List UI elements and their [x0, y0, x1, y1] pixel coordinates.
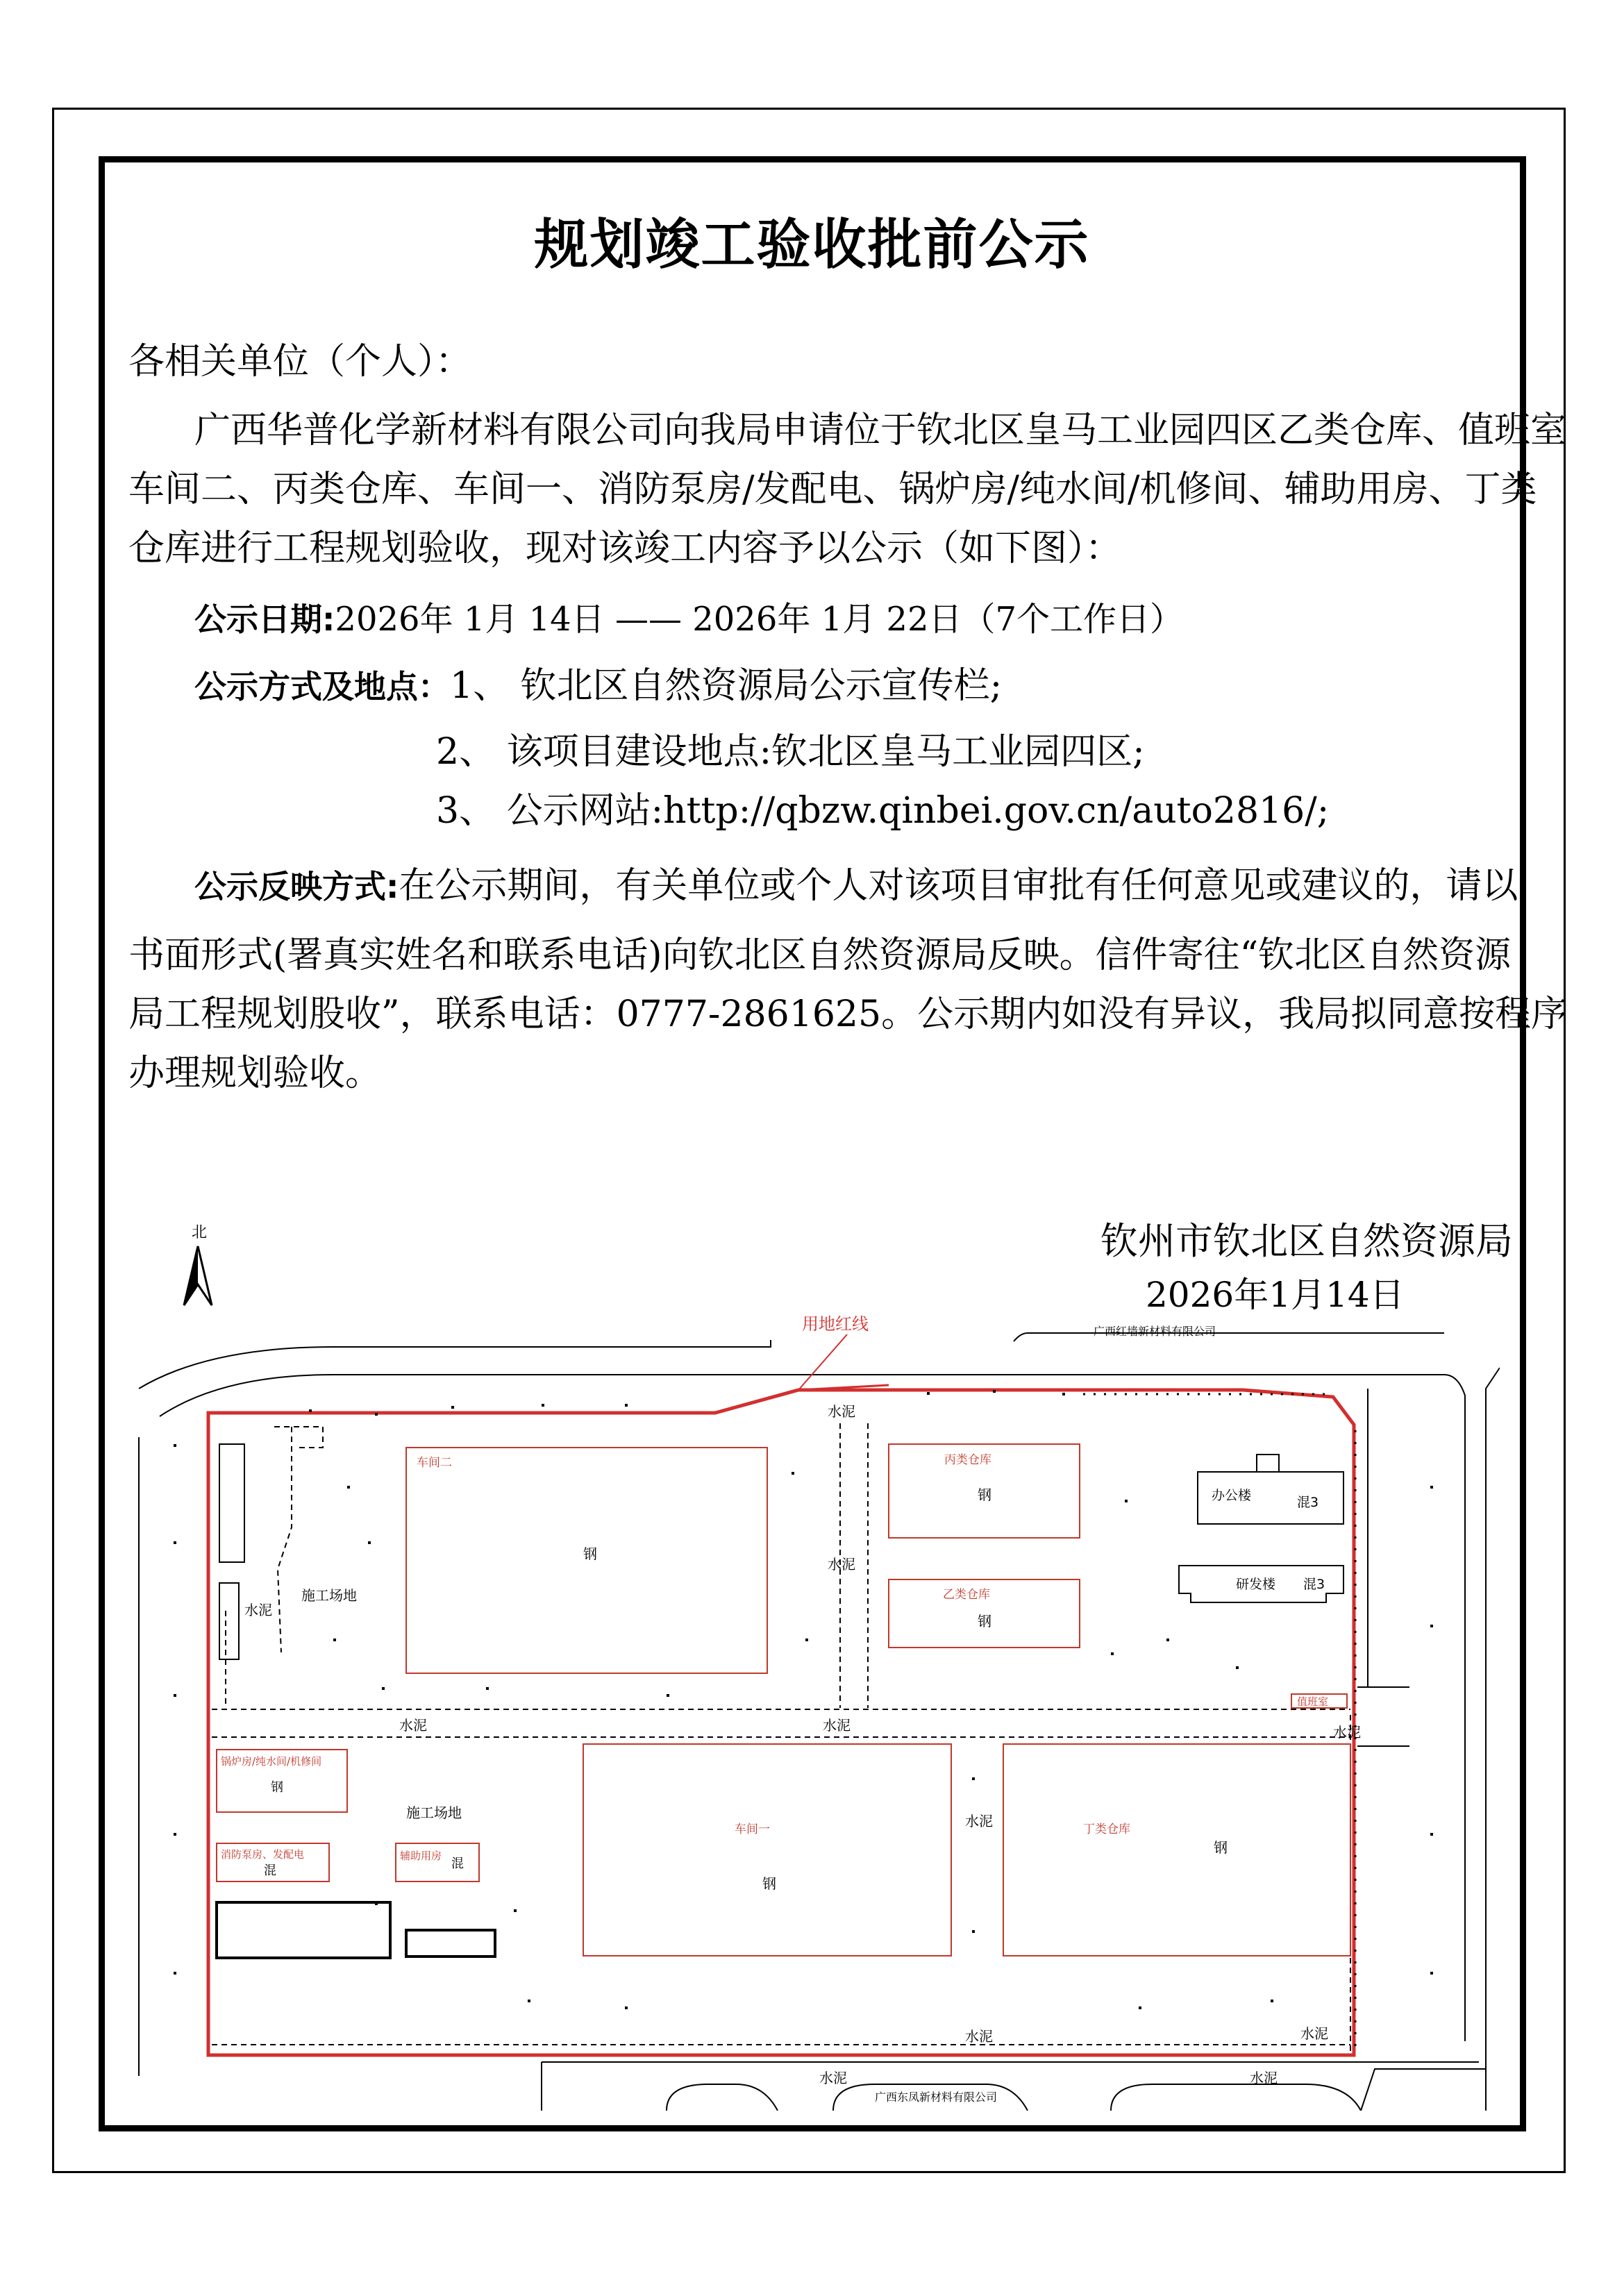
right-road	[1357, 1389, 1409, 1746]
method-item-2: 2、 该项目建设地点:钦北区皇马工业园四区;	[436, 731, 1145, 773]
cement-label: 水泥	[823, 1717, 851, 1734]
building-office	[1198, 1455, 1343, 1524]
site-plan	[125, 1208, 1500, 2111]
pad-1	[217, 1902, 390, 1958]
duty-room-label: 值班室	[1297, 1695, 1329, 1708]
pump-label: 消防泵房、发配电	[221, 1848, 305, 1861]
class-c-structure: 钢	[978, 1486, 991, 1503]
cement-label: 水泥	[828, 1556, 855, 1573]
period-row	[194, 601, 1183, 637]
workshop1-structure: 钢	[762, 1875, 776, 1892]
intro-line-2: 车间二、丙类仓库、车间一、消防泵房/发配电、锅炉房/纯水间/机修间、辅助用房、丁类	[128, 469, 1537, 510]
class-b-label: 乙类仓库	[943, 1588, 990, 1602]
method-label: 公示方式及地点：	[194, 668, 450, 705]
cement-label: 水泥	[1333, 1724, 1361, 1741]
north-label: 北	[192, 1224, 208, 1241]
period-label: 公示日期:	[194, 601, 335, 638]
cement-label: 水泥	[819, 2070, 847, 2086]
survey-marks	[174, 1390, 1433, 2009]
north-arrow-icon	[184, 1224, 212, 1305]
pump-structure: 混	[264, 1863, 276, 1878]
rnd-label: 研发楼	[1236, 1577, 1276, 1592]
building-auxiliary	[396, 1843, 479, 1882]
building-duty-room	[1291, 1694, 1347, 1708]
page-title: 规划竣工验收批前公示	[534, 214, 1090, 276]
period-value: 2026年 1月 14日 —— 2026年 1月 22日（7个工作日）	[335, 600, 1184, 639]
pad-1-inner	[217, 1902, 390, 1958]
building-workshop1	[583, 1744, 951, 1956]
intro-line-3: 仓库进行工程规划验收，现对该竣工内容予以公示（如下图）：	[128, 528, 1122, 569]
road-lines	[139, 1333, 1500, 2111]
cement-label: 水泥	[1250, 2070, 1278, 2086]
feedback-line-1: 在公示期间，有关单位或个人对该项目审批有任何意见或建议的，请以	[399, 865, 1518, 907]
building-boiler	[217, 1750, 347, 1812]
building-pump	[217, 1843, 329, 1882]
building-workshop2	[406, 1448, 767, 1673]
boiler-label: 锅炉房/纯水间/机修间	[221, 1755, 322, 1768]
cement-label: 水泥	[244, 1602, 272, 1618]
cement-label: 水泥	[828, 1403, 855, 1420]
feedback-line-4: 办理规划验收。	[128, 1053, 382, 1094]
class-b-structure: 钢	[978, 1613, 991, 1629]
cement-label: 水泥	[965, 2028, 993, 2045]
red-boundary-line	[208, 1314, 1354, 2055]
auxiliary-structure: 混	[451, 1857, 464, 1871]
method-item-3: 3、 公示网站:http://qbzw.qinbei.gov.cn/auto2816/;	[436, 790, 1330, 832]
red-line-label: 用地红线	[802, 1314, 869, 1334]
intro-line-1: 广西华普化学新材料有限公司向我局申请位于钦北区皇马工业园四区乙类仓库、值班室	[194, 410, 1567, 451]
salutation: 各相关单位（个人）：	[128, 341, 472, 383]
cement-label: 水泥	[399, 1717, 427, 1734]
boiler-structure: 钢	[271, 1780, 283, 1795]
feedback-line-3: 局工程规划股收”，联系电话：0777-2861625。公示期内如没有异议，我局拟同意按程序	[128, 994, 1568, 1035]
workshop2-label: 车间二	[417, 1456, 452, 1470]
neighbor-top-label: 广西红墙新材料有限公司	[1094, 1325, 1216, 1338]
building-class-c-warehouse	[889, 1444, 1080, 1538]
office-structure: 混3	[1297, 1495, 1319, 1510]
construction-site-label-2: 施工场地	[406, 1804, 462, 1821]
building-class-d-warehouse	[1003, 1744, 1350, 1956]
workshop1-label: 车间一	[735, 1822, 770, 1836]
pad-2	[406, 1930, 495, 1956]
class-d-structure: 钢	[1214, 1839, 1228, 1856]
construction-site-label-1: 施工场地	[301, 1587, 357, 1604]
neighbor-bottom-label: 广西东凤新材料有限公司	[875, 2090, 998, 2104]
method-item-1: 1、 钦北区自然资源局公示宣传栏;	[450, 665, 1003, 707]
method-row	[194, 665, 1003, 707]
shed-1	[219, 1444, 244, 1562]
feedback-row	[194, 865, 1518, 907]
feedback-line-2: 书面形式(署真实姓名和联系电话)向钦北区自然资源局反映。信件寄往“钦北区自然资源	[128, 935, 1512, 976]
signature-date: 2026年1月14日	[1146, 1275, 1405, 1315]
rnd-structure: 混3	[1303, 1577, 1325, 1592]
workshop2-structure: 钢	[583, 1545, 597, 1562]
cement-label: 水泥	[965, 1813, 993, 1829]
shed-2	[219, 1583, 239, 1659]
feedback-label: 公示反映方式:	[194, 868, 399, 905]
auxiliary-label: 辅助用房	[400, 1850, 442, 1862]
building-class-b-warehouse	[889, 1579, 1080, 1648]
office-label: 办公楼	[1212, 1488, 1252, 1503]
building-rnd	[1179, 1566, 1343, 1602]
cement-label: 水泥	[1300, 2025, 1328, 2042]
class-d-label: 丁类仓库	[1083, 1822, 1130, 1836]
signature-org: 钦州市钦北区自然资源局	[1100, 1219, 1513, 1263]
internal-roads	[212, 1423, 1350, 2055]
class-c-label: 丙类仓库	[944, 1453, 991, 1467]
